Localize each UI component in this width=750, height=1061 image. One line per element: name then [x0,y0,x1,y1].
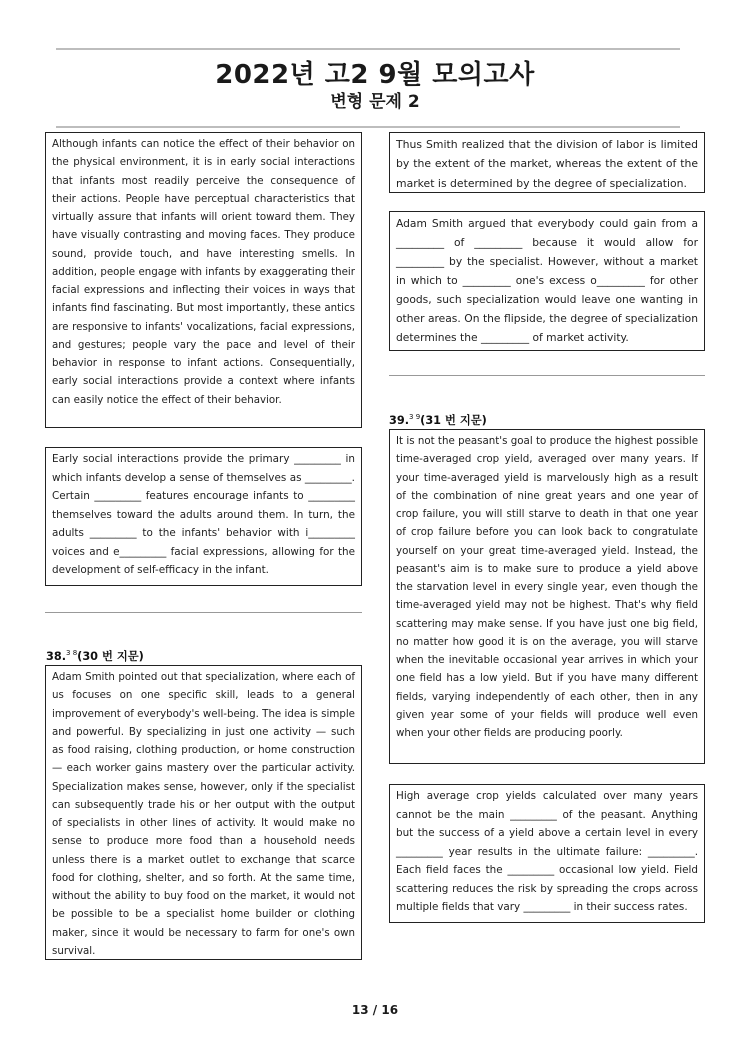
page-number: 13 / 16 [351,1003,399,1017]
page-title: 2022년 고2 9월 모의고사 [215,60,535,90]
header-rule-top [56,48,680,50]
section-divider [389,375,705,376]
page-subtitle: 변형 문제 2 [330,92,420,112]
summary-39-box: High average crop yields calculated over many years cannot be the main _________ of the peasant. Anything but the success of a yield above a certain level in every _________ year results in the ultimate failure: _________. Each field faces the _________ occasional low yield. Field scattering reduces the risk by spreading the crops across multiple fields that vary _________ in their success rates. [389,784,705,923]
header-rule-bottom [56,126,680,128]
question-38-label: 38.$^{3 8}$(30 번 지문) [46,649,144,663]
question-39-label: 39.$^{3 9}$(31 번 지문) [389,413,487,427]
passage-38-box: Adam Smith pointed out that specialization, where each of us focuses on one specific skill, leads to a general improvement of everybody's well-being. The idea is simple and powerful. By specializing in just one activity — such as food raising, clothing production, or home construction — each worker gains mastery over the particular activity. Specialization makes sense, however, only if the specialist can subsequently trade his or her output with the output of specialists in other lines of activity. It would make no sense to produce more food than a household needs unless there is a market outlet to exchange that scarce food for clothing, shelter, and so forth. At the same time, without the ability to buy food on the market, it would not be possible to be a specialist home builder or clothing maker, since it would be necessary to farm for one's own survival. [45,665,362,960]
summary-38-box: Adam Smith argued that everybody could gain from a _________ of _________ because it would allow for _________ by the specialist. However, without a market in which to _________ one's excess o_________ for other goods, such specialization would leave one wanting in other areas. On the flipside, the degree of specialization determines the _________ of market activity. [389,211,705,351]
passage-38-continued-box: Thus Smith realized that the division of labor is limited by the extent of the market, whereas the extent of the market is determined by the degree of specialization. [389,132,705,193]
passage-37-box: Although infants can notice the effect of their behavior on the physical environment, it is in early social interactions that infants most readily perceive the consequence of their actions. People have perceptual characteristics that virtually assure that infants will orient toward them. They have visually contrasting and moving faces. They produce sound, provide touch, and have interesting smells. In addition, people engage with infants by exaggerating their facial expressions and inflecting their voices in ways that infants find fascinating. But most importantly, these antics are responsive to infants' vocalizations, facial expressions, and gestures; people vary the pace and level of their behavior in response to infant actions. Consequentially, early social interactions provide a context where infants can easily notice the effect of their behavior. [45,132,362,428]
section-divider [45,612,362,613]
summary-37-box: Early social interactions provide the primary _________ in which infants develop a sense of themselves as _________. Certain _________ features encourage infants to _________ themselves toward the adults around them. In turn, the adults _________ to the infants' behavior with i_________ voices and e_________ facial expressions, allowing for the development of self-efficacy in the infant. [45,447,362,586]
passage-39-box: It is not the peasant's goal to produce the highest possible time-averaged crop yield, averaged over many years. If your time-averaged yield is marvelously high as a result of the combination of nine great years and one year of crop failure, you will still starve to death in that one year of crop failure before you can look back to congratulate yourself on your great time-averaged yield. Instead, the peasant's aim is to make sure to produce a yield above the starvation level in every single year, even though the time-averaged yield may not be highest. That's why field scattering may make sense. If you have just one big field, no matter how good it is on the average, you will starve when the inevitable occasional year arrives in which your one field has a low yield. But if you have many different fields, varying independently of each other, then in any given year some of your fields will produce well even when your other fields are producing poorly. [389,429,705,764]
